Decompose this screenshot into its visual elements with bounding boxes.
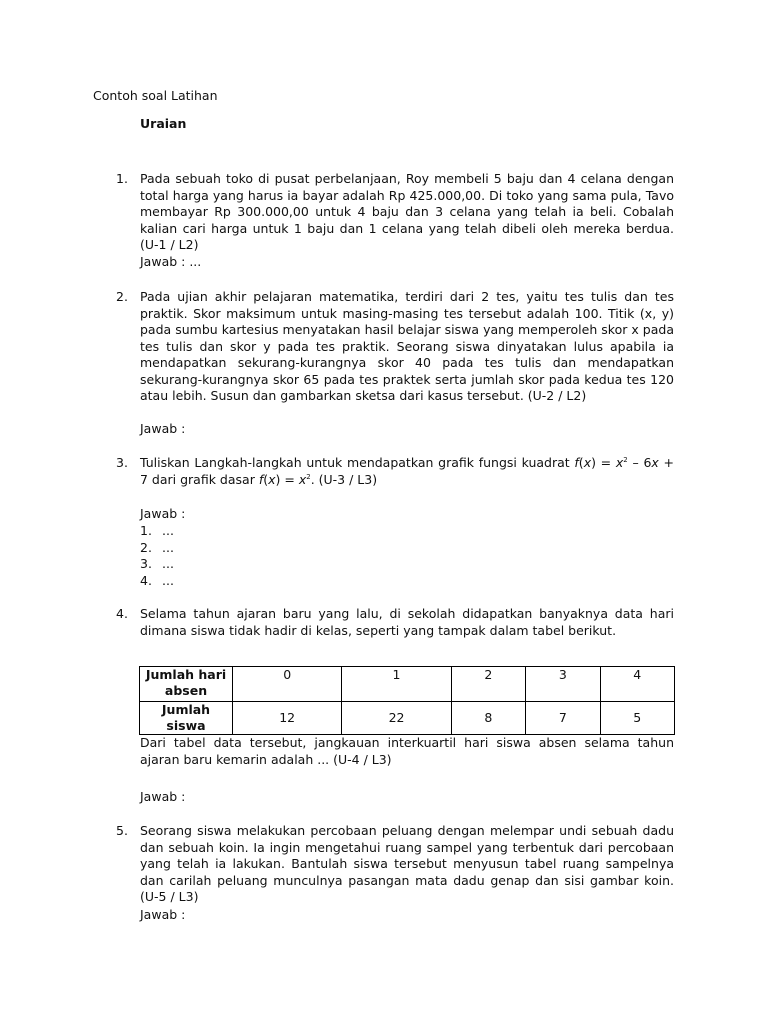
list-item: 2. ... — [140, 539, 174, 555]
answer-steps-list — [140, 523, 174, 589]
answer-label: Jawab : — [140, 789, 186, 804]
answer-label: Jawab : — [140, 907, 186, 922]
answer-label: Jawab : — [140, 506, 186, 521]
table-row — [140, 702, 675, 735]
question-3 — [116, 455, 674, 488]
question-text: Selama tahun ajaran baru yang lalu, di sekolah didapatkan banyaknya data hari dimana siswa tidak hadir di kelas, seperti yang tampak dalam tabel berikut. — [140, 606, 674, 638]
table-cell: 2 — [451, 667, 525, 702]
list-item: 1. ... — [140, 523, 174, 538]
question-1 — [116, 171, 674, 254]
question-text: Seorang siswa melakukan percobaan peluang dengan melempar undi sebuah dadu dan sebuah koin. Ia ingin mengetahui ruang sampel yang terbentuk dari percobaan yang telah ia lakukan. Bantulah siswa tersebut menyusun tabel ruang sampelnya dan carilah peluang munculnya pasangan mata dadu genap dan sisi gambar koin. (U-5 / L3) — [140, 823, 674, 904]
absence-table — [139, 666, 675, 735]
question-text: Pada sebuah toko di pusat perbelanjaan, Roy membeli 5 baju dan 4 celana dengan total harga yang harus ia bayar adalah Rp 425.000,00. Di toko yang sama pula, Tavo membayar Rp 300.000,00 untuk 4 baju dan 3 celana yang telah ia beli. Cobalah kalian cari harga untuk 1 baju dan 1 celana yang telah dibeli oleh mereka berdua. (U-1 / L2) — [140, 171, 674, 252]
table-cell: 5 — [600, 702, 674, 735]
table-cell: 8 — [451, 702, 525, 735]
row-header: Jumlah hari absen — [140, 667, 233, 702]
table-cell: 3 — [526, 667, 600, 702]
question-2 — [116, 289, 674, 405]
table-cell: 22 — [342, 702, 451, 735]
document-title: Contoh soal Latihan — [93, 88, 218, 103]
table-cell: 0 — [233, 667, 342, 702]
question-number: 4. — [116, 606, 128, 621]
question-text: Tuliskan Langkah-langkah untuk mendapatkan grafik fungsi kuadrat $f(x) = x^2 - 6x + 7$ dari grafik dasar $f(x) = x^2$. (U-3 / L3) — [140, 455, 675, 487]
table-cell: 1 — [342, 667, 451, 702]
question-4 — [116, 606, 674, 639]
table-row — [140, 667, 675, 702]
answer-label: Jawab : ... — [140, 254, 202, 269]
question-number: 5. — [116, 823, 128, 838]
question-number: 2. — [116, 289, 128, 304]
table-cell: 7 — [526, 702, 600, 735]
answer-label: Jawab : — [140, 421, 186, 436]
question-5 — [116, 823, 674, 906]
list-item: 3. ... — [140, 556, 174, 571]
list-item: 4. ... — [140, 572, 174, 588]
question-number: 1. — [116, 171, 128, 186]
row-header: Jumlah siswa — [140, 702, 233, 735]
question-text: Pada ujian akhir pelajaran matematika, terdiri dari 2 tes, yaitu tes tulis dan tes praktik. Skor maksimum untuk masing-masing tes tersebut adalah 100. Titik (x, y) pada sumbu kartesius menyatakan hasil belajar siswa yang memperoleh skor x pada tes tulis dan skor y pada tes praktik. Seorang siswa dinyatakan lulus apabila ia mendapatkan sekurang-kurangnya skor 40 pada tes tulis dan mendapatkan sekurang-kurangnya skor 65 pada tes praktek serta jumlah skor pada kedua tes 120 atau lebih. Susun dan gambarkan sketsa dari kasus tersebut. (U-2 / L2) — [140, 289, 674, 403]
question-4-followup — [116, 735, 674, 768]
question-number: 3. — [116, 455, 128, 470]
section-heading: Uraian — [140, 116, 187, 131]
table-cell: 4 — [600, 667, 674, 702]
table-cell: 12 — [233, 702, 342, 735]
question-text: Dari tabel data tersebut, jangkauan interkuartil hari siswa absen selama tahun ajaran baru kemarin adalah ... (U-4 / L3) — [140, 735, 674, 767]
